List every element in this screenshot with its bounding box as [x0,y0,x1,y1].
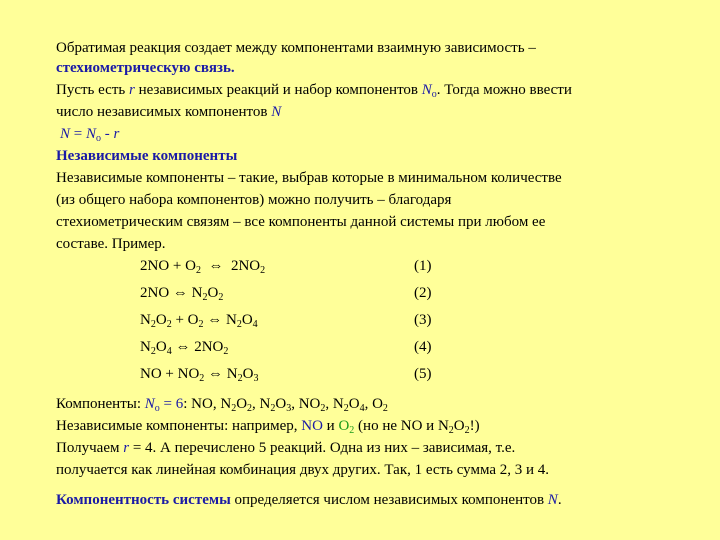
formula-minus: - [101,126,114,142]
var-n-sub: o [431,89,437,100]
reaction-3-number: (3) [414,312,432,328]
intro-text-1: Обратимая реакция создает между компонентами взаимную зависимость – [56,40,536,56]
reaction-2-number: (2) [414,285,432,301]
independent-line: Независимые компоненты: например, NO и $O_2$ (но не NO и $N_2O_2$!) [56,418,480,436]
components-count: = 6 [159,396,184,412]
intro-text-4a: число независимых компонентов [56,104,272,120]
formula-eq: = [70,126,86,142]
section-text: (из общего набора компонентов) можно получить – благодаря [56,192,452,208]
independent-components-heading: Независимые компоненты [56,148,238,164]
footer-term: Компонентность системы [56,492,231,508]
reaction-4: $N_2O_4$ ⇔ $2NO_2$ [140,339,229,357]
intro-text-3c: . Тогда можно ввести [436,82,572,98]
intro-text-3a: Пусть есть [56,82,129,98]
formula-n0: N [85,126,96,142]
formula-n: N [60,126,71,142]
received-b: = 4. А перечислено 5 реакций. Одна из них – зависимая, т.е. [129,440,516,456]
independent-no: NO [301,418,323,434]
reaction-4-number: (4) [414,339,432,355]
formula-sub: o [96,133,101,144]
independent-label: Независимые компоненты: например, [56,418,302,434]
received-line [56,438,515,458]
intro-line-1 [56,38,536,58]
formula-r: r [113,126,120,142]
reaction-1: $2NO + O_2$ ⇔ $2NO_2$ [140,258,266,276]
combo-line [56,460,549,480]
intro-text-3b: независимых реакций и набор компонентов [134,82,422,98]
footer-n: N [547,492,558,508]
formula [60,124,119,144]
var-n: N [421,82,432,98]
intro-line-4 [56,102,281,122]
section-text: стехиометрическим связям – все компоненты данной системы при любом ее [56,214,546,230]
reaction-5-number: (5) [414,366,432,382]
components-list-prefix: : NO, [183,396,221,412]
section-text-1 [56,168,562,188]
components-label: Компоненты: [56,396,145,412]
reaction-2: 2NO ⇔ $N_2O_2$ [140,285,224,303]
var-n-2: N [271,104,282,120]
section-text: Независимые компоненты – такие, выбрав которые в минимальном количестве [56,170,562,186]
components-line: Компоненты: $N_o = 6$: NO, $N_2O_2$, $N_2O_3$, $NO_2$, $N_2O_4$, $O_2$ [56,396,388,414]
section-text: составе. Пример. [56,236,166,252]
var-r: r [128,82,135,98]
independent-not: (но не NO и [354,418,438,434]
footer-rest: определяется числом независимых компонентов [230,492,548,508]
combo-text: получается как линейная комбинация двух других. Так, 1 есть сумма 2, 3 и 4. [56,462,550,478]
received-r: r [123,440,130,456]
section-text-3 [56,212,545,232]
components-n: N [144,396,155,412]
footer-line [56,490,562,510]
reaction-1-number: (1) [414,258,432,274]
section-text-4 [56,234,166,254]
received-a: Получаем [56,440,124,456]
intro-term [56,58,235,78]
independent-o2: O [338,418,350,434]
section-heading [56,146,237,166]
section-text-2 [56,190,451,210]
stoichiometric-term: стехиометрическую связь. [56,60,235,76]
independent-o2-sub: 2 [349,425,355,436]
independent-and: и [322,418,339,434]
reaction-3: $N_2O_2 + O_2$ ⇔ $N_2O_4$ [140,312,258,330]
reaction-5: NO + $NO_2$ ⇔ $N_2O_3$ [140,366,259,384]
footer-dot: . [557,492,562,508]
intro-line-3 [56,80,572,100]
components-n-sub: o [154,403,160,414]
